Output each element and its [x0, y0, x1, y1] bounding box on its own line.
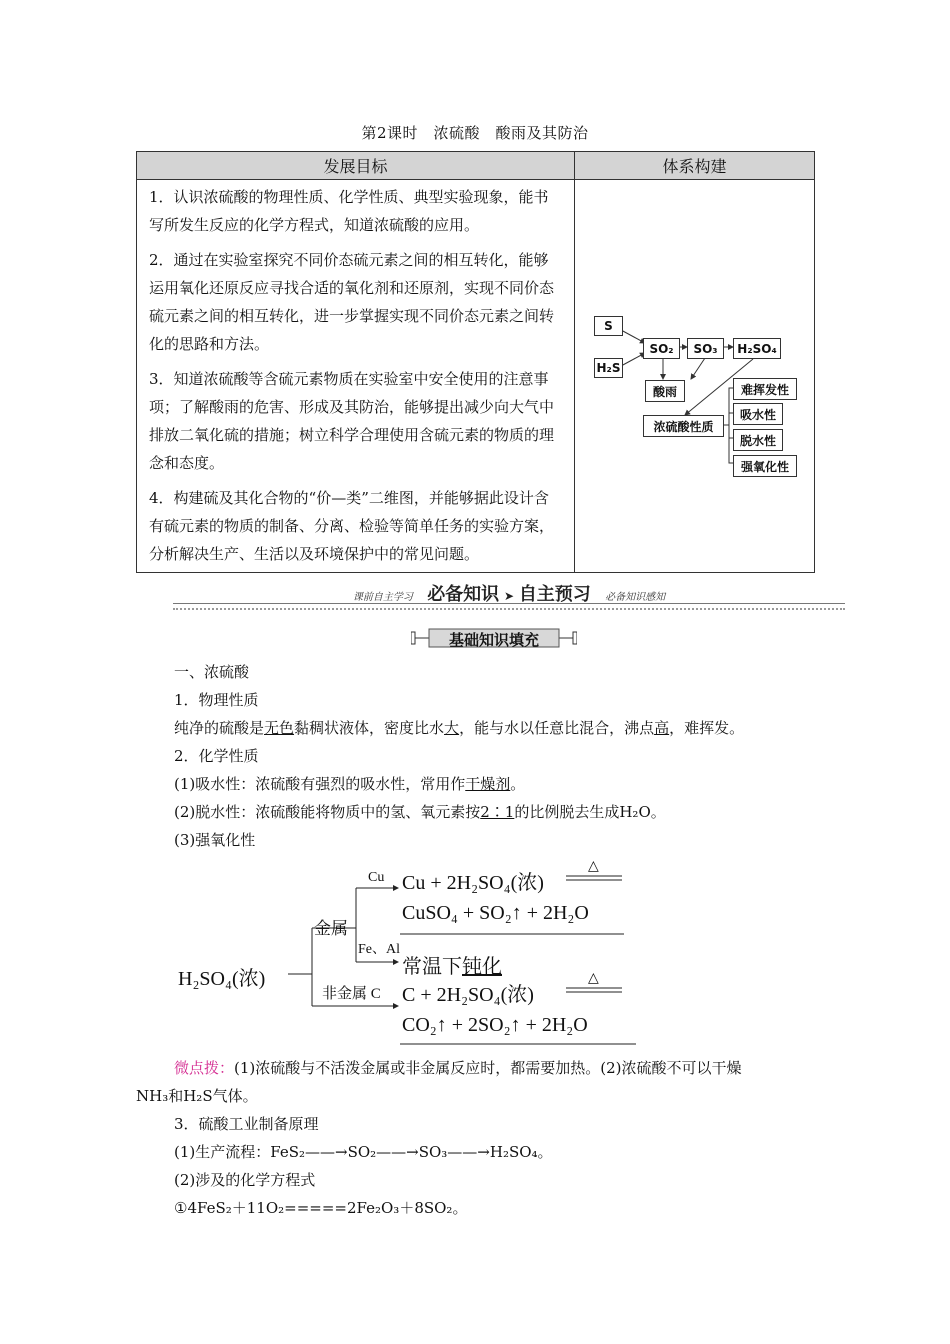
section-label-text: 基础知识填充	[448, 631, 539, 649]
goal-item: 1．认识浓硫酸的物理性质、化学性质、典型实验现象，能书写所发生反应的化学方程式，知道浓硫酸的应用。	[149, 188, 549, 234]
heat-symbol: △	[588, 971, 599, 986]
goals-table	[136, 151, 815, 573]
so3-box: SO₃	[687, 338, 724, 359]
properties-box: 浓硫酸性质	[643, 415, 724, 437]
blank-answer: 2∶1	[480, 803, 515, 821]
equation-1: ①4FeS₂＋11O₂=====2Fe₂O₃＋8SO₂。	[174, 1199, 468, 1217]
oxidation-scheme	[176, 858, 646, 1048]
heading-industrial: 3．硫酸工业制备原理	[174, 1115, 319, 1133]
goals-cell	[137, 180, 575, 573]
fe-al-label: Fe、Al	[358, 942, 400, 957]
heat-symbol: △	[588, 859, 599, 874]
section-banner	[173, 578, 845, 608]
arrow-icon: ➤	[503, 589, 515, 603]
tip-label: 微点拨：	[174, 1059, 235, 1077]
blank-answer: 大	[444, 719, 460, 737]
banner-main-2: 自主预习	[518, 584, 591, 605]
acid-rain-box: 酸雨	[645, 380, 685, 402]
nonmetal-label: 非金属 C	[322, 986, 381, 1002]
blank-answer: 钝化	[462, 956, 502, 978]
cu-equation-left: Cu + 2H₂SO₄(浓)	[402, 872, 544, 894]
structure-diagram	[575, 180, 815, 573]
banner-right-text: 必备知识感知	[605, 592, 666, 603]
banner-left-text: 课前自主学习	[352, 592, 413, 603]
property-item: 脱水性	[733, 429, 783, 451]
tip-line-1: 微点拨：(1)浓硫酸与不活泼金属或非金属反应时，都需要加热。(2)浓硫酸不可以干燥	[174, 1059, 742, 1077]
c-equation-right: CO₂↑ + 2SO₂↑ + 2H₂O	[402, 1014, 588, 1036]
blank-answer: 干燥剂	[465, 775, 511, 793]
c-equation-left: C + 2H₂SO₄(浓)	[402, 984, 534, 1006]
physical-properties: 纯净的硫酸是无色黏稠状液体，密度比水大，能与水以任意比混合，沸点高，难挥发。	[174, 719, 745, 737]
banner-main-1: 必备知识	[427, 584, 500, 605]
water-absorption: (1)吸水性：浓硫酸有强烈的吸水性，常用作干燥剂。	[174, 775, 526, 793]
oxidation-heading: (3)强氧化性	[174, 831, 256, 849]
metal-label: 金属	[314, 919, 348, 938]
so2-box: SO₂	[643, 338, 680, 359]
dehydration: (2)脱水性：浓硫酸能将物质中的氢、氧元素按2∶1的比例脱去生成H₂O。	[174, 803, 666, 821]
sulfur-box: S	[594, 316, 623, 336]
blank-answer: 高	[654, 719, 670, 737]
lesson-title: 第2课时 浓硫酸 酸雨及其防治	[361, 124, 589, 142]
banner-rule	[173, 603, 845, 610]
production-flow: (1)生产流程：FeS₂——→SO₂——→SO₃——→H₂SO₄。	[174, 1143, 553, 1161]
property-item: 强氧化性	[733, 455, 797, 477]
heading-physical: 1．物理性质	[174, 691, 259, 709]
cu-equation-right: CuSO₄ + SO₂↑ + 2H₂O	[402, 902, 589, 924]
h2so4-box: H₂SO₄	[733, 338, 781, 359]
reactant-label: H₂SO₄(浓)	[178, 968, 266, 990]
goals-header: 发展目标	[137, 152, 575, 180]
structure-header: 体系构建	[575, 152, 815, 180]
heading-concentrated-acid: 一、浓硫酸	[174, 663, 250, 681]
section-label	[411, 627, 577, 649]
equations-heading: (2)涉及的化学方程式	[174, 1171, 316, 1189]
heading-chemical: 2．化学性质	[174, 747, 259, 765]
h2s-box: H₂S	[594, 358, 623, 378]
tip-line-2: NH₃和H₂S气体。	[136, 1087, 258, 1105]
property-item: 吸水性	[733, 403, 783, 425]
blank-answer: 无色	[264, 719, 295, 737]
property-item: 难挥发性	[733, 378, 797, 400]
cu-label: Cu	[368, 870, 385, 885]
goal-item: 2．通过在实验室探究不同价态硫元素之间的相互转化，能够运用氧化还原反应寻找合适的氧化剂和还原剂，实现不同价态硫元素之间的相互转化，进一步掌握实现不同价态元素之间转化的思路和方法。	[149, 251, 555, 353]
passivation: 常温下钝化	[402, 956, 502, 978]
goal-item: 3．知道浓硫酸等含硫元素物质在实验室中安全使用的注意事项；了解酸雨的危害、形成及其防治，能够提出减少向大气中排放二氧化硫的措施；树立科学合理使用含硫元素的物质的理念和态度。	[149, 370, 555, 472]
goal-item: 4．构建硫及其化合物的“价—类”二维图，并能够据此设计含有硫元素的物质的制备、分离、检验等简单任务的实验方案，分析解决生产、生活以及环境保护中的常见问题。	[149, 489, 555, 563]
